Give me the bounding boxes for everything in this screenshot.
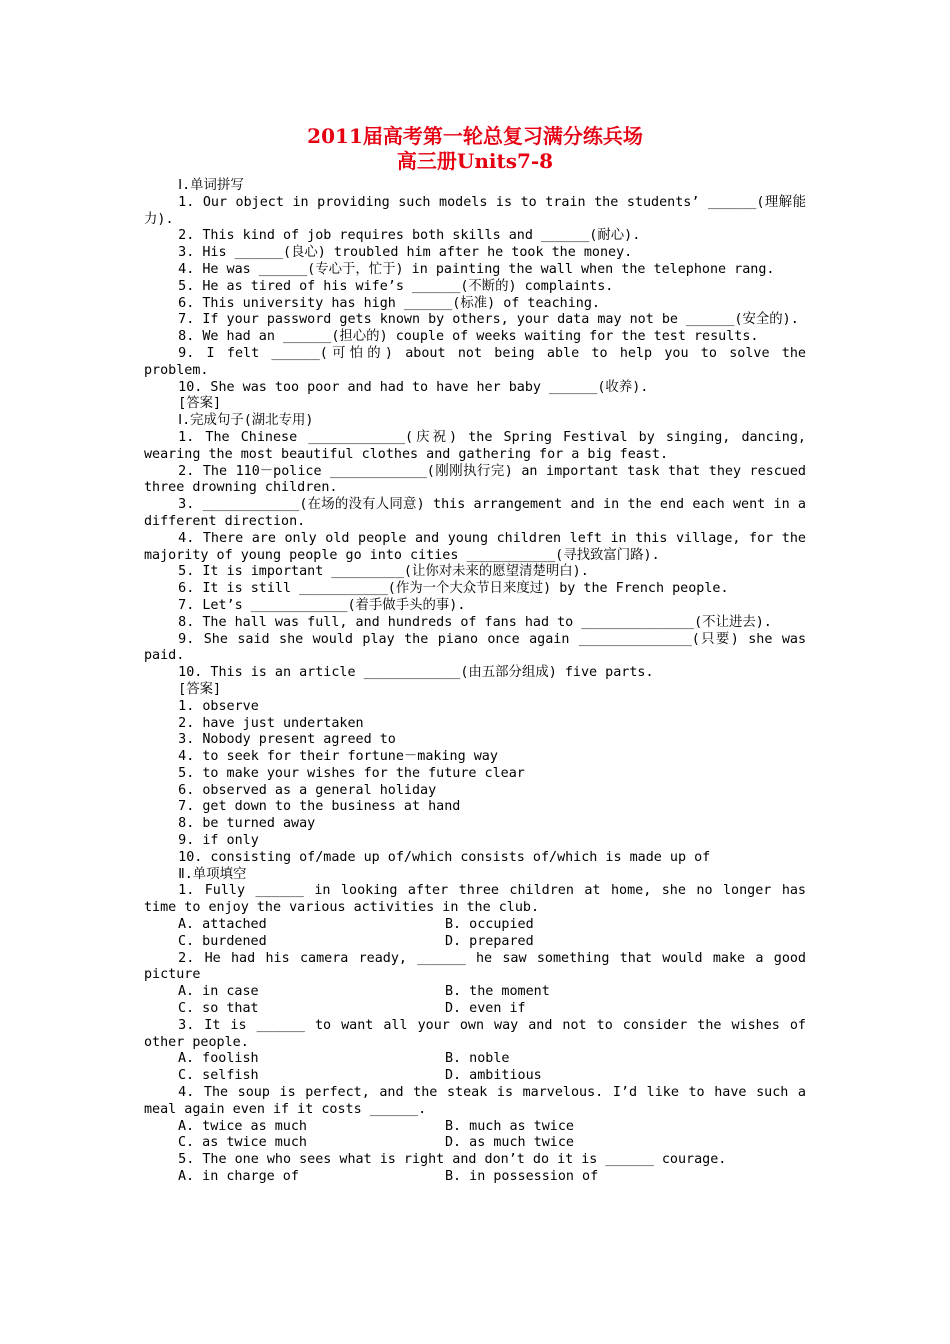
mc-option: B. much as twice	[445, 1118, 574, 1134]
mc-option: B. in possession of	[445, 1169, 599, 1185]
question-item: 10. She was too poor and had to have her baby ______(收养).	[178, 379, 649, 395]
question-item: 9. She said she would play the piano once again ______________(只要) she was paid.	[144, 631, 806, 664]
question-item: 1. The Chinese ____________(庆祝) the Spring Festival by singing, dancing, wearing the most beautiful clothes and gathering for a big feast.	[144, 429, 806, 462]
mc-option: B. occupied	[445, 917, 534, 933]
mc-option: A. in charge of	[178, 1169, 299, 1185]
mc-option: C. as twice much	[178, 1135, 307, 1151]
document-subtitle: 高三册Units7-8	[396, 149, 554, 173]
mc-question-stem: 4. The soup is perfect, and the steak is marvelous. I’d like to have such a meal again even if it costs ______.	[144, 1085, 806, 1117]
answer-item: 7. get down to the business at hand	[178, 799, 461, 815]
question-item: 9. I felt ______(可怕的) about not being able to help you to solve the problem.	[144, 345, 806, 378]
question-item: 5. He as tired of his wife’s ______(不断的) complaints.	[178, 278, 614, 294]
question-item: 6. This university has high ______(标准) of teaching.	[178, 295, 600, 311]
mc-option: A. foolish	[178, 1051, 259, 1067]
question-item: 4. There are only old people and young children left in this village, for the majority of young people go into cities ___________(寻找致富门路).	[144, 530, 806, 563]
mc-question-stem: 2. He had his camera ready, ______ he saw something that would make a good picture	[144, 950, 806, 983]
mc-options-row	[144, 934, 806, 951]
mc-options-row	[144, 984, 806, 1001]
section-heading-sentences: Ⅰ.完成句子(湖北专用)	[178, 413, 314, 429]
answer-item: 9. if only	[178, 833, 259, 849]
mc-option: C. so that	[178, 1001, 259, 1017]
mc-options-row	[144, 1135, 806, 1152]
section-heading-choice: Ⅱ.单项填空	[178, 866, 247, 882]
answer-item: 5. to make your wishes for the future clear	[178, 765, 525, 781]
answer-item: 4. to seek for their fortune－making way	[178, 749, 498, 765]
question-item: 5. It is important _________(让你对未来的愿望清楚明白).	[178, 564, 589, 580]
mc-option: A. attached	[178, 917, 267, 933]
mc-option: A. twice as much	[178, 1118, 307, 1134]
question-item: 2. The 110－police ____________(刚刚执行完) an important task that they rescued three drowning children.	[144, 463, 806, 496]
mc-option: C. burdened	[178, 933, 267, 949]
mc-option: D. even if	[445, 1001, 526, 1017]
mc-option: D. as much twice	[445, 1135, 574, 1151]
answer-item: 1. observe	[178, 698, 259, 714]
mc-options-row	[144, 1068, 806, 1085]
mc-option: B. the moment	[445, 984, 550, 1000]
question-item: 6. It is still ___________(作为一个大众节日来度过) by the French people.	[178, 581, 729, 597]
mc-question-stem: 5. The one who sees what is right and don’t do it is ______ courage.	[178, 1152, 727, 1168]
mc-options-row	[144, 1169, 806, 1186]
mc-option: A. in case	[178, 984, 259, 1000]
question-item: 10. This is an article ____________(由五部分组成) five parts.	[178, 665, 654, 681]
question-item: 8. The hall was full, and hundreds of fans had to ______________(不让进去).	[178, 614, 772, 630]
document-title: 2011届高考第一轮总复习满分练兵场	[307, 124, 643, 148]
answer-item: 2. have just undertaken	[178, 715, 364, 731]
document-page	[144, 120, 806, 1186]
question-item: 4. He was ______(专心于，忙于) in painting the wall when the telephone rang.	[178, 261, 775, 277]
mc-option: B. noble	[445, 1051, 510, 1067]
question-item: 3. His ______(良心) troubled him after he took the money.	[178, 245, 633, 261]
mc-options-row	[144, 1001, 806, 1018]
mc-options-row	[144, 1051, 806, 1068]
answer-item: 3. Nobody present agreed to	[178, 732, 396, 748]
answer-item: 8. be turned away	[178, 816, 316, 832]
answer-label: [答案]	[178, 396, 222, 412]
question-item: 7. If your password gets known by others, your data may not be ______(安全的).	[178, 312, 799, 328]
section-heading-spelling: Ⅰ.单词拼写	[178, 178, 244, 193]
mc-option: C. selfish	[178, 1068, 259, 1084]
mc-option: D. prepared	[445, 933, 534, 949]
answer-item: 6. observed as a general holiday	[178, 782, 437, 798]
mc-option: D. ambitious	[445, 1068, 542, 1084]
mc-question-stem: 1. Fully ______ in looking after three children at home, she no longer has time to enjoy the various activities in the club.	[144, 883, 806, 916]
question-item: 2. This kind of job requires both skills and ______(耐心).	[178, 228, 641, 244]
answer-item: 10. consisting of/made up of/which consists of/which is made up of	[178, 849, 711, 865]
question-item: 1. Our object in providing such models is to train the students’ ______(理解能力).	[144, 194, 806, 227]
question-item: 3. ____________(在场的没有人同意) this arrangement and in the end each went in a different direction.	[144, 497, 806, 529]
question-item: 7. Let’s ____________(着手做手头的事).	[178, 597, 466, 613]
mc-question-stem: 3. It is ______ to want all your own way and not to consider the wishes of other people.	[144, 1017, 806, 1050]
question-item: 8. We had an ______(担心的) couple of weeks waiting for the test results.	[178, 329, 759, 345]
mc-options-row	[144, 1119, 806, 1136]
mc-options-row	[144, 917, 806, 934]
answer-label: [答案]	[178, 681, 222, 697]
